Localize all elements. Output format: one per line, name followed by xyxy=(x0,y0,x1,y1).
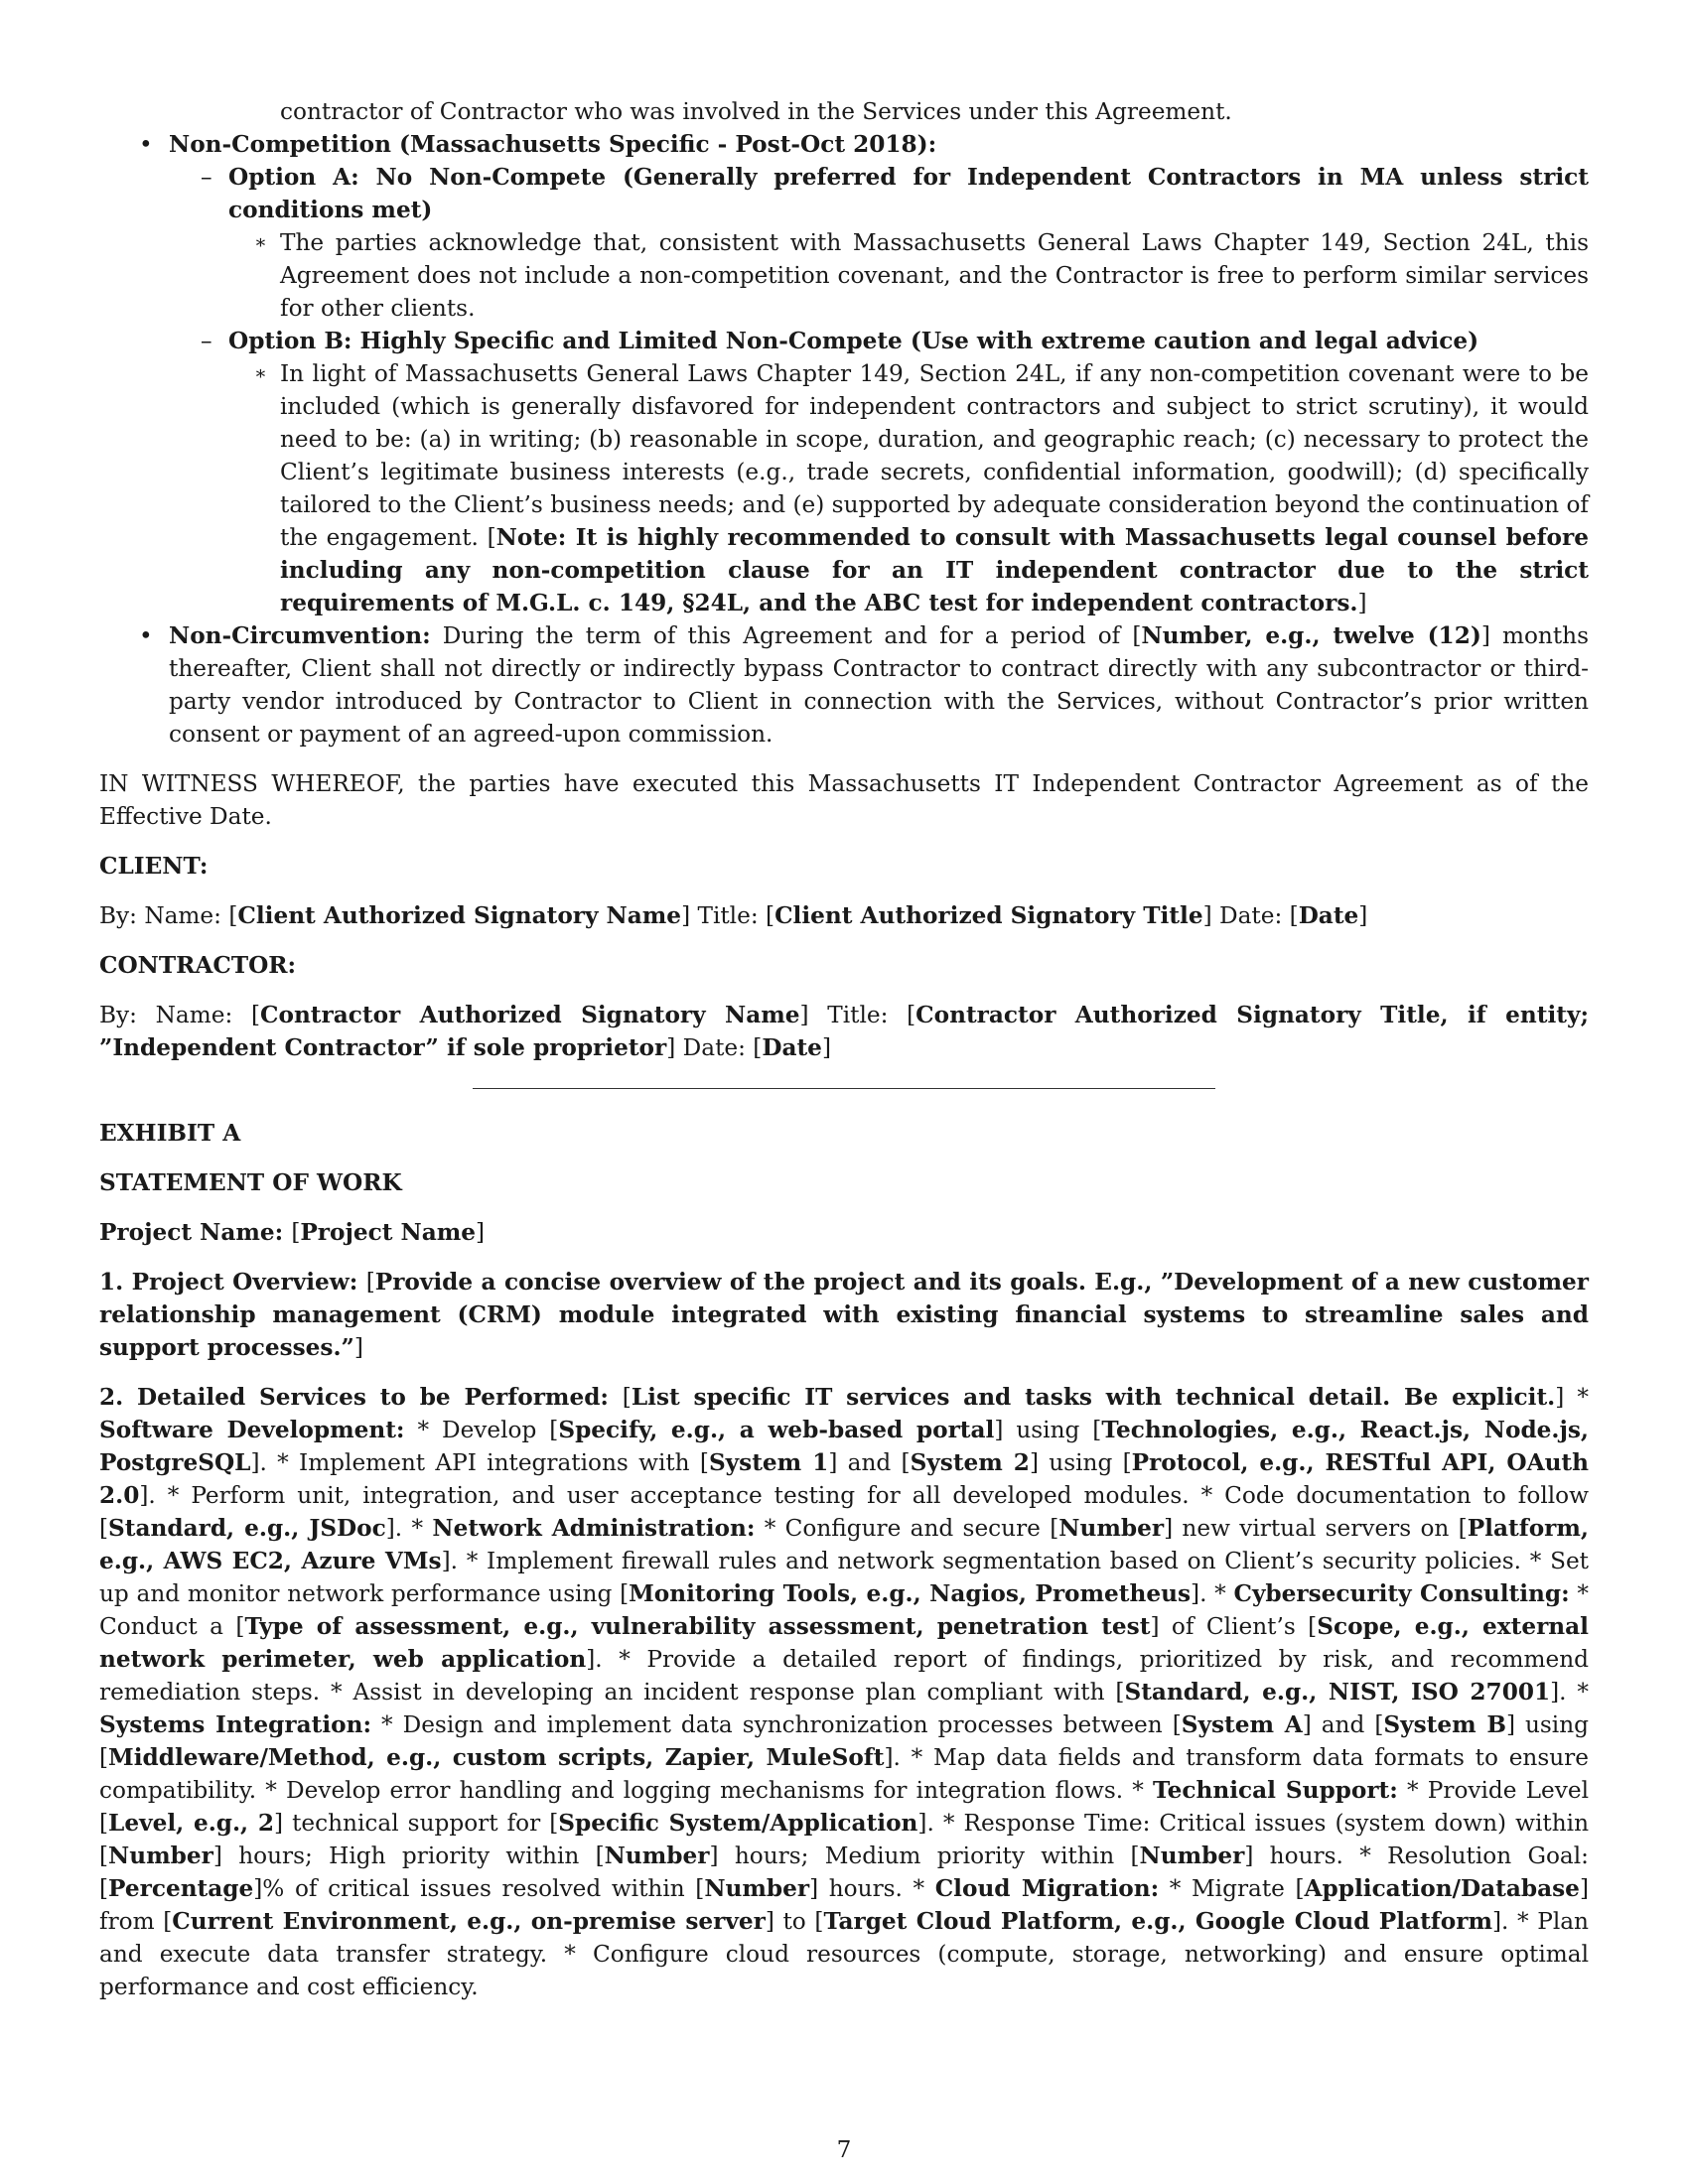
sow-heading xyxy=(99,1166,1589,1199)
services-text-run: ] of Client’s [ xyxy=(1150,1613,1318,1640)
client-heading xyxy=(99,850,1589,883)
option-b-note: Note: It is highly recommended to consult with Massachusetts legal counsel before including any non-competition clause for an IT independent contractor due to the strict requirements of M.G.L. c. 149, §24L, and the ABC test for independent contractors. xyxy=(280,524,1589,616)
services-text-run: ]. * Map data fields and transform data formats to ensure compatibility. * Develop error handling and logging mechanisms for integration flows. * xyxy=(99,1744,1589,1804)
services-text-run: * Develop [ xyxy=(404,1417,559,1443)
services-bold-run: Systems Integration: xyxy=(99,1711,372,1738)
services-text-run: ] to [ xyxy=(765,1908,824,1935)
option-b-sublist xyxy=(228,357,1589,619)
services-text-run: * Design and implement data synchronization processes between [ xyxy=(371,1711,1182,1738)
services-text-run: ] and [ xyxy=(828,1449,911,1476)
services-bold-run: System B xyxy=(1383,1711,1506,1738)
contractor-heading-text: CONTRACTOR: xyxy=(99,952,297,979)
contractor-name-placeholder: Contractor Authorized Signatory Name xyxy=(260,1002,800,1028)
services-bold-run: Current Environment, e.g., on-premise server xyxy=(172,1908,766,1935)
services-text-run: * Configure and secure [ xyxy=(755,1515,1059,1542)
services-text-run: ] new virtual servers on [ xyxy=(1164,1515,1468,1542)
services-text-run: ]. * Plan and execute data transfer strategy. * Configure cloud resources (compute, storage, networking) and ensure optimal performance and cost efficiency. xyxy=(99,1908,1589,2000)
project-name-placeholder: Project Name xyxy=(300,1219,477,1246)
services-bold-run: Network Administration: xyxy=(432,1515,756,1542)
client-title-placeholder: Client Authorized Signatory Title xyxy=(774,902,1203,929)
services-text-run: ]. * Implement API integrations with [ xyxy=(250,1449,709,1476)
services-bold-run: Percentage xyxy=(108,1875,254,1902)
services-bold-run: Protocol, e.g., RESTful API, OAuth 2.0 xyxy=(99,1449,1590,1509)
services-bold-run: Level, e.g., 2 xyxy=(108,1810,275,1837)
services-bold-run: Technical Support: xyxy=(1153,1777,1398,1804)
client-signature-line: By: Name: [Client Authorized Signatory Name] Title: [Client Authorized Signatory Title] Date: [Date] xyxy=(99,902,1368,929)
project-name-label: Project Name: xyxy=(99,1219,292,1246)
services-text-run: * xyxy=(1564,1384,1590,1411)
list-item-non-competition xyxy=(99,128,1589,619)
client-name-placeholder: Client Authorized Signatory Name xyxy=(237,902,682,929)
services-text-run: ]. * xyxy=(1550,1679,1590,1706)
bullet-icon: • xyxy=(139,131,153,158)
page-number: 7 xyxy=(836,2136,852,2163)
services-bold-run: Platform, e.g., AWS EC2, Azure VMs xyxy=(99,1515,1589,1574)
project-overview-label: 1. Project Overview: xyxy=(99,1269,366,1296)
detailed-services: 2. Detailed Services to be Performed: [List specific IT services and tasks with technical detail. Be explicit.] * Software Development: * Develop [Specify, e.g., a web-based portal] using [Technologies, e.g., React.js, Node.js, PostgreSQL]. * Implement API integrations with [System 1] and [System 2] using [Protocol, e.g., RESTful API, OAuth 2.0]. * Perform unit, integration, and user acceptance testing for all developed modules. * Code documentation to follow [Standard, e.g., JSDoc]. * Network Administration: * Configure and secure [Number] new virtual servers on [Platform, e.g., AWS EC2, Azure VMs]. * Implement firewall rules and network segmentation based on Client’s security policies. * Set up and monitor network performance using [Monitoring Tools, e.g., Nagios, Prometheus]. * Cybersecurity Consulting: * Conduct a [Type of assessment, e.g., vulnerability assessment, penetration test] of Client’s [Scope, e.g., external network perimeter, web application]. * Provide a detailed report of findings, prioritized by risk, and recommend remediation steps. * Assist in developing an incident response plan compliant with [Standard, e.g., NIST, ISO 27001]. * Systems Integration: * Design and implement data synchronization processes between [System A] and [System B] using [Middleware/Method, e.g., custom scripts, Zapier, MuleSoft]. * Map data fields and transform data formats to ensure compatibility. * Develop error handling and logging mechanisms for integration flows. * Technical Support: * Provide Level [Level, e.g., 2] technical support for [Specific System/Application]. * Response Time: Critical issues (system down) within [Number] hours; High priority within [Number] hours; Medium priority within [Number] hours. * Resolution Goal: [Percentage]% of critical issues resolved within [Number] hours. * Cloud Migration: * Migrate [Application/Database] from [Current Environment, e.g., on-premise server] to [Target Cloud Platform, e.g., Google Cloud Platform]. * Plan and execute data transfer strategy. * Configure cloud resources (compute, storage, networking) and ensure optimal performance and cost efficiency. xyxy=(99,1384,1590,2000)
services-bold-run: Standard, e.g., NIST, ISO 27001 xyxy=(1124,1679,1551,1706)
dash-icon: – xyxy=(201,164,212,191)
services-bold-run: Technologies, e.g., React.js, Node.js, PostgreSQL xyxy=(99,1417,1589,1476)
services-bold-run: System A xyxy=(1181,1711,1303,1738)
services-bold-run: System 2 xyxy=(910,1449,1030,1476)
services-text-run: ]. * Provide a detailed report of findings, prioritized by risk, and recommend remediation steps. * Assist in developing an incident response plan compliant with [ xyxy=(99,1646,1589,1706)
services-bold-run: Number xyxy=(108,1843,213,1869)
exhibit-heading-text: EXHIBIT A xyxy=(99,1120,241,1147)
contractor-date-label: Date: xyxy=(675,1034,754,1061)
services-bold-run: Number xyxy=(704,1875,810,1902)
services-bold-run: Middleware/Method, e.g., custom scripts, Zapier, MuleSoft xyxy=(108,1744,885,1771)
services-bold-run: Software Development: xyxy=(99,1417,405,1443)
list-item-option-a-text xyxy=(228,226,1589,325)
services-bold-run: Monitoring Tools, e.g., Nagios, Prometheus xyxy=(629,1580,1192,1607)
services-text-run: * Migrate [ xyxy=(1159,1875,1305,1902)
contractor-by-name-label: By: Name: xyxy=(99,1002,251,1028)
services-text-run: ]. * Perform unit, integration, and user acceptance testing for all developed modules. * Code documentation to follow [ xyxy=(99,1482,1589,1542)
services-bold-run: Number xyxy=(1058,1515,1165,1542)
detailed-services-label: 2. Detailed Services to be Performed: xyxy=(99,1384,623,1411)
services-text-run: ] hours; Medium priority within [ xyxy=(709,1843,1140,1869)
contractor-title-placeholder: Contractor Authorized Signatory Title, if entity; ”Independent Contractor” if sole proprietor xyxy=(99,1002,1590,1061)
client-date-placeholder: Date xyxy=(1298,902,1359,929)
client-heading-text: CLIENT: xyxy=(99,853,209,880)
services-text-run: ] hours. * Resolution Goal: [ xyxy=(99,1843,1589,1902)
services-bold-run: Number xyxy=(604,1843,710,1869)
contractor-heading xyxy=(99,949,1589,982)
option-list xyxy=(169,161,1589,619)
services-text-run: ] hours. * xyxy=(809,1875,935,1902)
services-text-run: ]. * Implement firewall rules and network segmentation based on Client’s security policies. * Set up and monitor network performance using [ xyxy=(99,1548,1589,1607)
services-text-run: ]% of critical issues resolved within [ xyxy=(253,1875,705,1902)
bullet-icon: • xyxy=(139,622,153,649)
list-item-non-circumvention: • Non-Circumvention: During the term of this Agreement and for a period of [Number, e.g., twelve (12)] months thereafter, Client shall not directly or indirectly bypass Contractor to contract directly with any subcontractor or third-party vendor introduced by Contractor to Client in connection with the Services, without Contractor’s prior written consent or payment of an agreed-upon commission. xyxy=(99,619,1589,751)
services-text-run: ] using [ xyxy=(1029,1449,1132,1476)
non-circumvention-text-2: months thereafter, Client shall not directly or indirectly bypass Contractor to contract directly with any subcontractor or third-party vendor introduced by Contractor to Client in connection with the Services, without Contractor’s prior written consent or payment of an agreed-upon commission. xyxy=(169,622,1589,748)
option-a-text: The parties acknowledge that, consistent with Massachusetts General Laws Chapter 149, Section 24L, this Agreement does not include a non-competition covenant, and the Contractor is free to perform similar services for other clients. xyxy=(280,229,1589,322)
services-bold-run: Cloud Migration: xyxy=(934,1875,1160,1902)
services-bold-run: Specific System/Application xyxy=(558,1810,918,1837)
witness-paragraph: IN WITNESS WHEREOF, the parties have executed this Massachusetts IT Independent Contractor Agreement as of the Effective Date. xyxy=(99,770,1589,830)
option-a-sublist xyxy=(228,226,1589,325)
services-text-run: ] hours; High priority within [ xyxy=(212,1843,605,1869)
list-item-option-a xyxy=(169,161,1589,325)
services-text-run: * Provide Level [ xyxy=(99,1777,1589,1837)
sow-heading-text: STATEMENT OF WORK xyxy=(99,1169,402,1196)
services-text-run: ] technical support for [ xyxy=(274,1810,559,1837)
services-text-run: ]. * xyxy=(385,1515,433,1542)
option-a-heading: Option A: No Non-Compete (Generally preferred for Independent Contractors in MA unless strict conditions met) xyxy=(228,164,1589,223)
client-title-label: Title: xyxy=(690,902,767,929)
client-date-label: Date: xyxy=(1211,902,1290,929)
continuation-text: contractor of Contractor who was involved in the Services under this Agreement. xyxy=(280,98,1232,125)
services-bold-run: Cybersecurity Consulting: xyxy=(1233,1580,1570,1607)
services-text-run: ] using [ xyxy=(994,1417,1102,1443)
clause-list xyxy=(99,128,1589,751)
document-page xyxy=(99,95,1589,2003)
services-bold-run: Target Cloud Platform, e.g., Google Cloud Platform xyxy=(823,1908,1492,1935)
contractor-signature-line: By: Name: [Contractor Authorized Signatory Name] Title: [Contractor Authorized Signatory Title, if entity; ”Independent Contractor” if sole proprietor] Date: [Date] xyxy=(99,1002,1590,1061)
non-circumvention-heading: Non-Circumvention: xyxy=(169,622,431,649)
services-text-run: ] from [ xyxy=(99,1875,1589,1935)
project-overview-text: Provide a concise overview of the project and its goals. E.g., ”Development of a new customer relationship management (CRM) module integrated with existing financial systems to streamline sales and support processes.” xyxy=(99,1269,1589,1361)
exhibit-heading xyxy=(99,1117,1589,1150)
dash-icon: – xyxy=(201,328,212,354)
contractor-title-label: Title: xyxy=(808,1002,908,1028)
non-circumvention-text-1: During the term of this Agreement and for a period of xyxy=(430,622,1133,649)
list-item-option-b-text: ∗ In light of Massachusetts General Laws Chapter 149, Section 24L, if any non-competition covenant were to be included (which is generally disfavored for independent contractors and subject to strict scrutiny), it would need to be: (a) in writing; (b) reasonable in scope, duration, and geographic reach; (c) necessary to protect the Client’s legitimate business interests (e.g., trade secrets, confidential information, goodwill); (d) specifically tailored to the Client’s business needs; and (e) supported by adequate consideration beyond the continuation of the engagement. [Note: It is highly recommended to consult with Massachusetts legal counsel before including any non-competition clause for an IT independent contractor due to the strict requirements of M.G.L. c. 149, §24L, and the ABC test for independent contractors.] xyxy=(228,357,1589,619)
non-competition-heading: Non-Competition (Massachusetts Specific - Post-Oct 2018): xyxy=(169,131,937,158)
client-by-name-label: By: Name: xyxy=(99,902,229,929)
services-text-run: ] and [ xyxy=(1302,1711,1384,1738)
option-b-text: In light of Massachusetts General Laws Chapter 149, Section 24L, if any non-competition covenant were to be included (which is generally disfavored for independent contractors and subject to strict scrutiny), it would need to be: (a) in writing; (b) reasonable in scope, duration, and geographic reach; (c) necessary to protect the Client’s legitimate business interests (e.g., trade secrets, confidential information, goodwill); (d) specifically tailored to the Client’s business needs; and (e) supported by adequate consideration beyond the continuation of the engagement. xyxy=(280,360,1589,551)
services-bold-run: Standard, e.g., JSDoc xyxy=(108,1515,386,1542)
list-item-option-b xyxy=(169,325,1589,619)
project-name-line: Project Name: [Project Name] xyxy=(99,1219,486,1246)
services-bold-run: System 1 xyxy=(708,1449,829,1476)
services-bold-run: Number xyxy=(1139,1843,1245,1869)
contractor-date-placeholder: Date xyxy=(762,1034,822,1061)
services-text-run: ]. * xyxy=(1191,1580,1234,1607)
services-bold-run: Application/Database xyxy=(1304,1875,1580,1902)
services-text-run: ]. * Response Time: Critical issues (system down) within [ xyxy=(99,1810,1589,1869)
horizontal-rule xyxy=(473,1088,1215,1089)
services-bold-run: Specify, e.g., a web-based portal xyxy=(558,1417,995,1443)
option-b-heading: Option B: Highly Specific and Limited Non-Compete (Use with extreme caution and legal advice) xyxy=(228,328,1479,354)
asterisk-icon: ∗ xyxy=(254,362,267,384)
detailed-services-placeholder: List specific IT services and tasks with technical detail. Be explicit. xyxy=(631,1384,1556,1411)
non-circumvention-placeholder: Number, e.g., twelve (12) xyxy=(1141,622,1481,649)
services-bold-run: Type of assessment, e.g., vulnerability assessment, penetration test xyxy=(244,1613,1151,1640)
services-text-run: ] using [ xyxy=(99,1711,1589,1771)
asterisk-icon: ∗ xyxy=(254,231,267,253)
project-overview: 1. Project Overview: [Provide a concise overview of the project and its goals. E.g., ”Development of a new customer relationship management (CRM) module integrated with existing financial systems to streamline sales and support processes.”] xyxy=(99,1269,1589,1361)
services-text-run: * Conduct a [ xyxy=(99,1580,1590,1640)
services-bold-run: Scope, e.g., external network perimeter, web application xyxy=(99,1613,1589,1673)
